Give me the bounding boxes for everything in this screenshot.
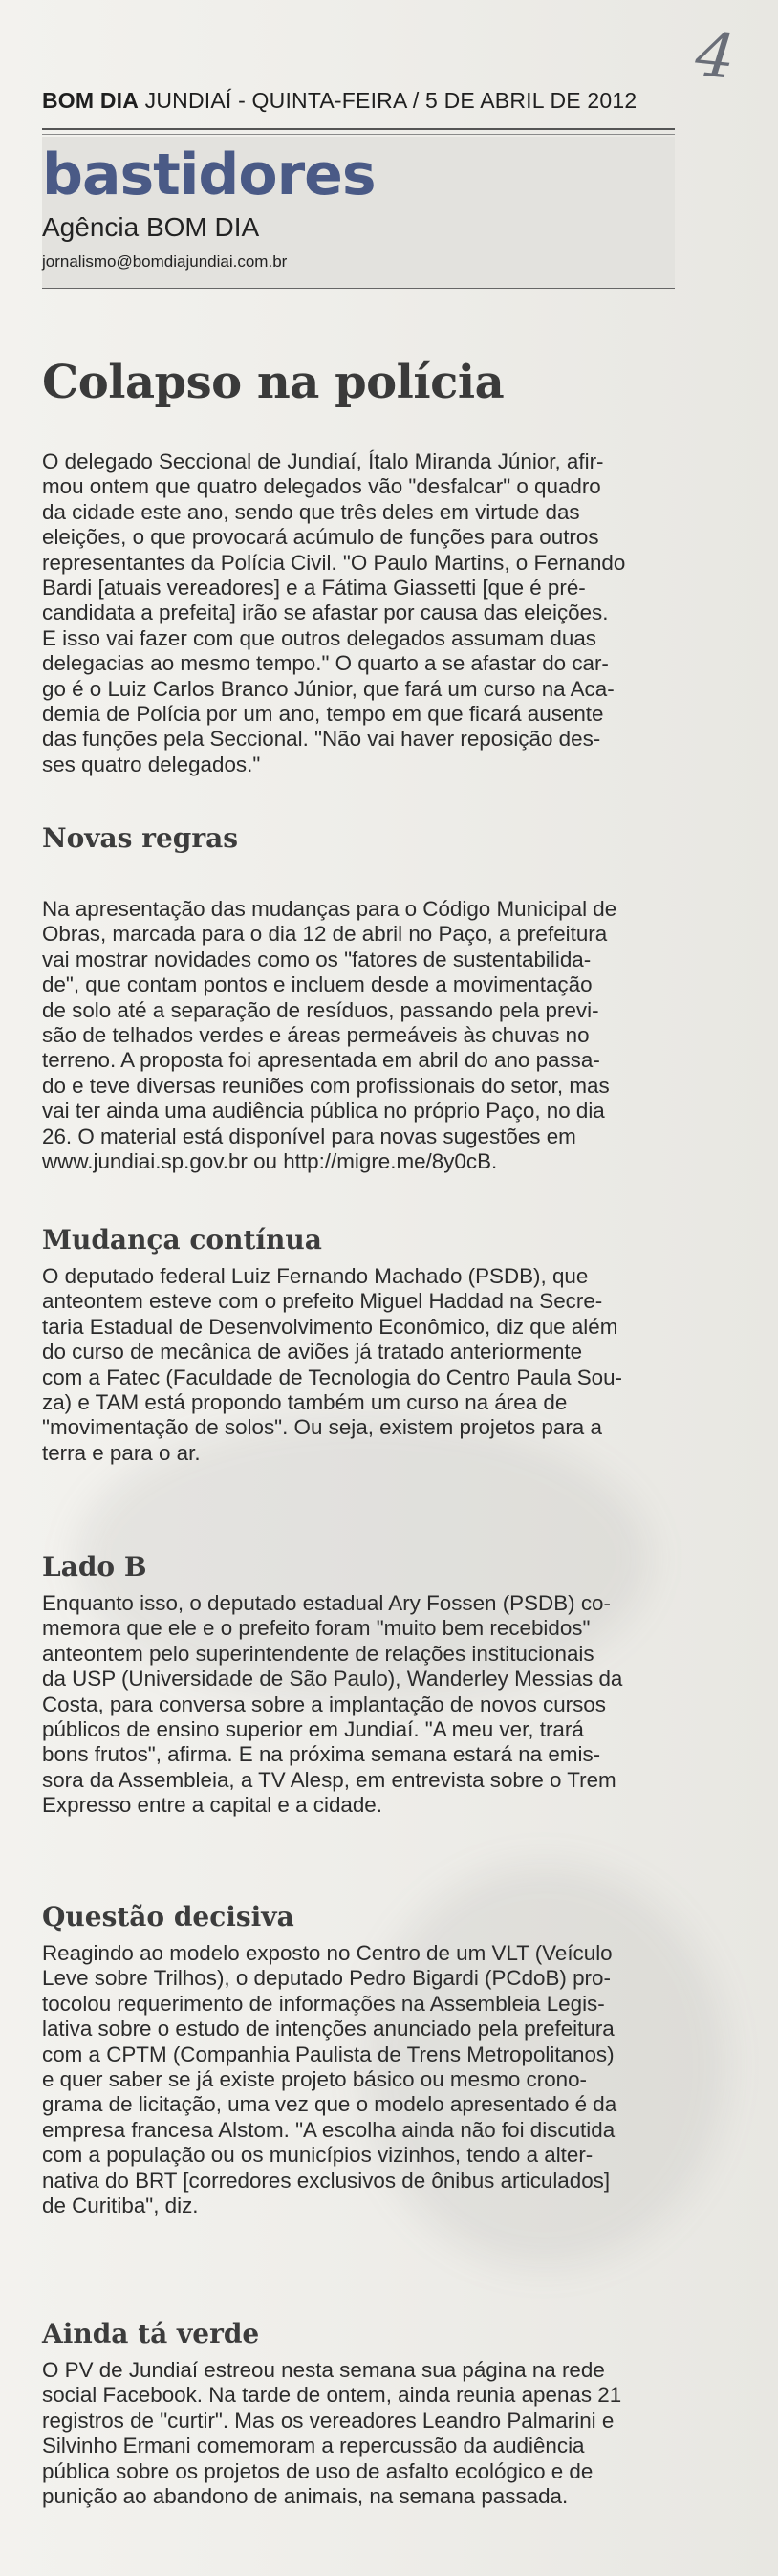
text-line: O PV de Jundiaí estreou nesta semana sua página na rede	[42, 2358, 605, 2382]
text-line: Obras, marcada para o dia 12 de abril no Paço, a prefeitura	[42, 922, 608, 947]
text-line: e quer saber se já existe projeto básico ou mesmo crono-	[42, 2067, 588, 2092]
text-line: memora que ele e o prefeito foram "muito bem recebidos"	[42, 1616, 591, 1641]
text-line: representantes da Polícia Civil. "O Paulo Martins, o Fernando	[42, 550, 626, 575]
text-line: lativa sobre o estudo de intenções anunciado pela prefeitura	[42, 2017, 615, 2041]
text-line: anteontem pelo superintendente de relações institucionais	[42, 1641, 594, 1666]
section-paragraph	[42, 1264, 675, 1466]
text-line: go é o Luiz Carlos Branco Júnior, que fará um curso na Aca-	[42, 676, 615, 701]
text-line: candidata a prefeita] irão se afastar por causa das eleições.	[42, 600, 609, 625]
text-line: da cidade este ano, sendo que três deles em virtude das	[42, 499, 580, 524]
headline: Colapso na polícia	[42, 356, 505, 409]
text-line: Enquanto isso, o deputado estadual Ary Fossen (PSDB) co-	[42, 1591, 611, 1615]
column-title: bastidores	[42, 142, 376, 208]
text-line: da USP (Universidade de São Paulo), Wanderley Messias da	[42, 1667, 623, 1692]
text-line: com a população ou os municípios vizinhos, tendo a alter-	[42, 2143, 594, 2168]
text-line: de Curitiba", diz.	[42, 2194, 199, 2218]
section-heading: Novas regras	[42, 822, 238, 854]
masthead-rule-thin	[42, 134, 675, 135]
section-paragraph	[42, 897, 675, 1174]
text-line: Na apresentação das mudanças para o Código Municipal de	[42, 897, 617, 921]
text-line: eleições, o que provocará acúmulo de funções para outros	[42, 525, 599, 550]
text-line: Expresso entre a capital e a cidade.	[42, 1793, 382, 1818]
header-bottom-rule	[42, 288, 675, 289]
text-line: O delegado Seccional de Jundiaí, Ítalo Miranda Júnior, afir-	[42, 449, 604, 473]
text-line: de", que contam pontos e incluem desde a movimentação	[42, 972, 593, 997]
text-line: 26. O material está disponível para novas sugestões em	[42, 1124, 576, 1148]
text-line: punição ao abandono de animais, na semana passada.	[42, 2484, 569, 2509]
section-heading: Ainda tá verde	[42, 2318, 260, 2349]
text-line: tocolou requerimento de informações na Assembleia Legis-	[42, 1991, 605, 2016]
text-line: demia de Polícia por um ano, tempo em que ficará ausente	[42, 702, 604, 727]
masthead-dateline: JUNDIAÍ - QUINTA-FEIRA / 5 DE ABRIL DE 2012	[139, 88, 638, 113]
column-email: jornalismo@bomdiajundiai.com.br	[42, 252, 288, 271]
text-line: do curso de mecânica de aviões já tratado anteriormente	[42, 1340, 583, 1364]
text-line: bons frutos", afirma. E na próxima semana estará na emis-	[42, 1742, 601, 1767]
text-line: terra e para o ar.	[42, 1440, 201, 1465]
section-heading: Lado B	[42, 1551, 147, 1583]
text-line: za) e TAM está propondo também um curso na área de	[42, 1390, 568, 1415]
text-line: públicos de ensino superior em Jundiaí. "A meu ver, trará	[42, 1717, 584, 1742]
text-line: Silvinho Ermani comemoram a repercussão da audiência	[42, 2434, 585, 2458]
text-line: vai ter ainda uma audiência pública no próprio Paço, no dia	[42, 1099, 605, 1124]
section-paragraph	[42, 2358, 675, 2509]
text-line: Bardi [atuais vereadores] e a Fátima Giassetti [que é pré-	[42, 576, 586, 600]
text-line: das funções pela Seccional. "Não vai haver reposição des-	[42, 727, 601, 752]
masthead-rule	[42, 128, 675, 130]
text-line: mou ontem que quatro delegados vão "desfalcar" o quadro	[42, 474, 601, 499]
text-line: Leve sobre Trilhos), o deputado Pedro Bigardi (PCdoB) pro-	[42, 1966, 611, 1991]
masthead	[42, 88, 673, 114]
text-line: com a CPTM (Companhia Paulista de Trens Metropolitanos)	[42, 2041, 615, 2066]
text-line: empresa francesa Alstom. "A escolha ainda não foi discutida	[42, 2117, 616, 2142]
text-line: Costa, para conversa sobre a implantação de novos cursos	[42, 1692, 606, 1716]
text-line: nativa do BRT [corredores exclusivos de ônibus articulados]	[42, 2168, 611, 2193]
text-line: pública sobre os projetos de uso de asfalto ecológico e de	[42, 2458, 594, 2483]
text-line: E isso vai fazer com que outros delegados assumam duas	[42, 625, 596, 650]
section-paragraph	[42, 1941, 675, 2218]
section-paragraph	[42, 1591, 675, 1819]
column-agency: Agência BOM DIA	[42, 212, 260, 242]
text-line: do e teve diversas reuniões com profissionais do setor, mas	[42, 1073, 610, 1098]
text-line: ses quatro delegados."	[42, 752, 261, 776]
text-line: vai mostrar novidades como os "fatores de sustentabilida-	[42, 947, 592, 971]
text-line: taria Estadual de Desenvolvimento Econômico, diz que além	[42, 1314, 618, 1339]
intro-paragraph	[42, 449, 675, 777]
masthead-brand: BOM DIA	[42, 88, 140, 113]
text-line: "movimentação de solos". Ou seja, existem projetos para a	[42, 1415, 602, 1440]
text-line: anteontem esteve com o prefeito Miguel Haddad na Secre-	[42, 1289, 603, 1314]
section-heading: Mudança contínua	[42, 1224, 322, 1255]
text-line: social Facebook. Na tarde de ontem, ainda reunia apenas 21	[42, 2383, 622, 2408]
section-heading: Questão decisiva	[42, 1901, 294, 1932]
text-line: de solo até a separação de resíduos, passando pela previ-	[42, 997, 599, 1022]
page-number: 4	[692, 19, 739, 94]
text-line: são de telhados verdes e áreas permeáveis às chuvas no	[42, 1023, 590, 1048]
text-line: terreno. A proposta foi apresentada em abril do ano passa-	[42, 1048, 600, 1073]
text-line: sora da Assembleia, a TV Alesp, em entrevista sobre o Trem	[42, 1767, 616, 1792]
text-line: www.jundiai.sp.gov.br ou http://migre.me/8y0cB.	[42, 1149, 498, 1174]
text-line: O deputado federal Luiz Fernando Machado (PSDB), que	[42, 1264, 589, 1288]
text-line: com a Fatec (Faculdade de Tecnologia do Centro Paula Sou-	[42, 1364, 622, 1389]
text-line: delegacias ao mesmo tempo." O quarto a se afastar do car-	[42, 651, 609, 676]
text-line: Reagindo ao modelo exposto no Centro de um VLT (Veículo	[42, 1941, 613, 1965]
text-line: registros de "curtir". Mas os vereadores Leandro Palmarini e	[42, 2408, 615, 2433]
text-line: grama de licitação, uma vez que o modelo apresentado é da	[42, 2092, 617, 2117]
